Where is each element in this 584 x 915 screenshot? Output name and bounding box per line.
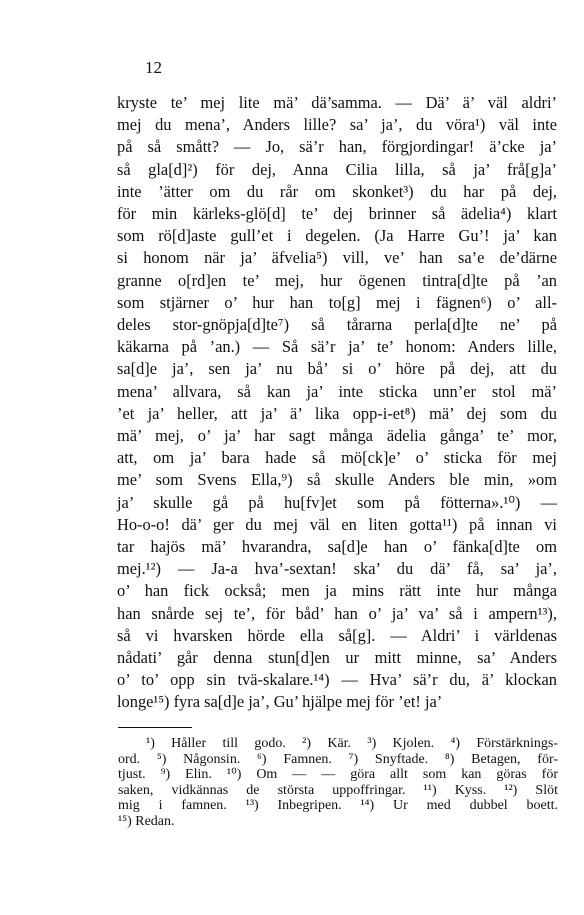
text-line: att, om ja’ bara hade så mö[ck]e’ o’ sticka för mej: [117, 448, 557, 468]
text-line: mej du mena’, Anders lille? sa’ ja’, du vöra¹) väl inte: [117, 115, 557, 135]
text-line: ja’ skulle gå på hu[fv]et som på fötterna».¹⁰) —: [117, 492, 557, 512]
text-line: granne o[rd]en te’ mej, hur ögenen tintra[d]te på ’an: [117, 270, 557, 290]
text-line: o’ han fick också; men ja mins rätt inte hur många: [117, 581, 557, 601]
footnotes: [118, 736, 558, 830]
text-line: longe¹⁵) fyra sa[d]e ja’, Gu’ hjälpe mej för ’et! ja’: [117, 692, 443, 712]
text-line: deles stor-gnöpja[d]te⁷) så tårarna perla[d]te ne’ på: [117, 315, 557, 335]
body-text: [117, 92, 557, 714]
footnote-line: ¹⁵) Redan.: [118, 813, 175, 829]
text-line: mej.¹²) — Ja-a hva’-sextan! ska’ du dä’ få, sa’ ja’,: [117, 559, 557, 579]
text-line: nådati’ går denna stun[d]en ur mitt minne, sa’ Anders: [117, 648, 557, 668]
footnote-separator: [118, 727, 192, 728]
text-line: tar hajös mä’ hvarandra, sa[d]e han o’ fänka[d]te om: [117, 537, 557, 557]
text-line: så gla[d]²) för dej, Anna Cilia lilla, så ja’ frå[g]a’: [117, 159, 557, 179]
text-line: för min kärleks-glö[d] te’ dej brinner så ädelia⁴) klart: [117, 204, 557, 224]
footnote-line: saken, vidkännas de största uppoffringar. ¹¹) Kyss. ¹²) Slöt: [118, 782, 558, 798]
text-line: han snårde sej te’, för båd’ han o’ ja’ va’ så i ampern¹³),: [117, 603, 557, 623]
footnote-line: tjust. ⁹) Elin. ¹⁰) Om — — göra allt som kan göras för: [118, 767, 558, 783]
text-line: sa[d]e ja’, sen ja’ nu bå’ si o’ höre på dej, att du: [117, 359, 557, 379]
text-line: mena’ allvara, så kan ja’ inte sticka unn’er stol mä’: [117, 381, 557, 401]
text-line: mä’ mej, o’ ja’ har sagt många ädelia gånga’ te’ mor,: [117, 426, 557, 446]
page-number: 12: [145, 58, 162, 77]
text-line: kryste te’ mej lite mä’ dä’samma. — Dä’ ä’ väl aldri’: [117, 93, 557, 112]
text-line: ’et ja’ heller, att ja’ ä’ lika opp-i-et⁸) mä’ dej som du: [117, 403, 557, 423]
text-line: o’ to’ opp sin tvä-skalare.¹⁴) — Hva’ sä’r du, ä’ klockan: [117, 670, 557, 690]
text-line: me’ som Svens Ella,⁹) så skulle Anders ble min, »om: [117, 470, 557, 490]
text-line: så vi hvarsken hörde ella så[g]. — Aldri’ i världenas: [117, 625, 557, 645]
text-line: inte ’ätter om du rår om skonket³) du har på dej,: [117, 181, 557, 201]
text-line: käkarna på ’an.) — Så sä’r ja’ te’ honom: Anders lille,: [117, 337, 557, 357]
footnote-line: mig i famnen. ¹³) Inbegripen. ¹⁴) Ur med dubbel boett.: [118, 798, 558, 814]
text-line: som rö[d]aste gull’et i degelen. (Ja Harre Gu’! ja’ kan: [117, 226, 557, 246]
text-line: Ho-o-o! dä’ ger du mej väl en liten gotta¹¹) på innan vi: [117, 514, 557, 534]
footnote-line: ¹) Håller till godo. ²) Kär. ³) Kjolen. ⁴) Förstärknings-: [146, 736, 558, 751]
text-line: si honom när ja’ äfvelia⁵) vill, ve’ han sa’e de’därne: [117, 248, 557, 268]
footnote-line: ord. ⁵) Någonsin. ⁶) Famnen. ⁷) Snyftade. ⁸) Betagen, för-: [118, 751, 558, 767]
text-line: som stjärner o’ hur han to[g] mej i fägnen⁶) o’ all-: [117, 292, 557, 312]
text-line: på så smått? — Jo, sä’r han, förgjordingar! ä’cke ja’: [117, 137, 557, 157]
